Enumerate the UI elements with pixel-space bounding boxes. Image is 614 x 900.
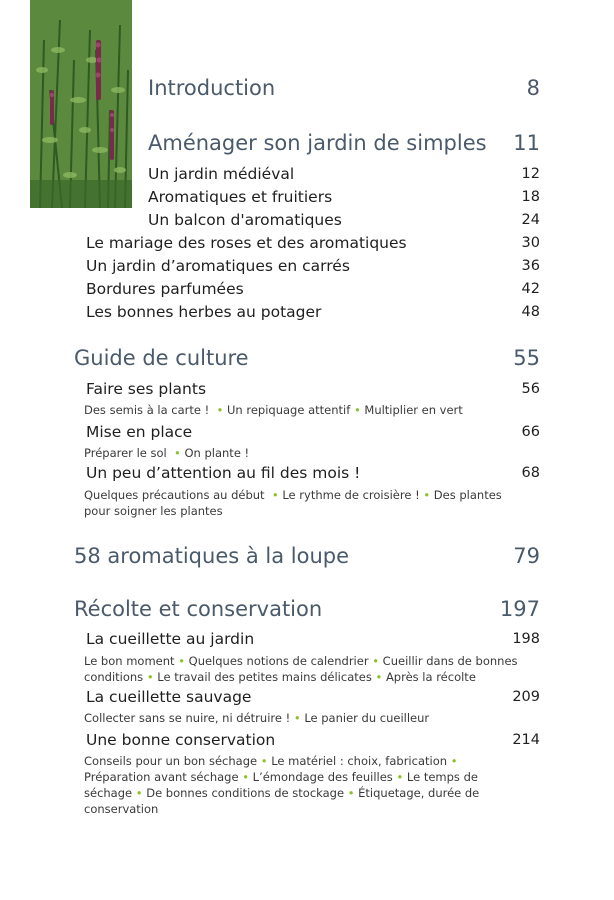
toc-entry[interactable]: Les bonnes herbes au potager [86, 303, 322, 321]
toc-entry[interactable]: Un balcon d'aromatiques [148, 211, 342, 229]
subentry: Le temps de séchage [84, 770, 478, 800]
toc-entry-page: 48 [521, 304, 540, 320]
bullet-icon: • [347, 786, 355, 800]
bullet-icon: • [423, 488, 431, 502]
toc-subentries [84, 487, 524, 519]
subentry: Des semis à la carte ! [84, 403, 210, 417]
bullet-icon: • [293, 711, 301, 725]
toc-entry[interactable]: La cueillette au jardin [86, 630, 255, 648]
toc-subentries [84, 753, 524, 817]
toc-entry[interactable]: Aromatiques et fruitiers [148, 188, 333, 206]
subentry: Préparer le sol [84, 446, 167, 460]
subentry: Quelques précautions au début [84, 488, 265, 502]
subentry: On plante ! [184, 446, 250, 460]
toc-entry-page: 42 [521, 281, 540, 297]
bullet-icon: • [450, 754, 458, 768]
bullet-icon: • [212, 403, 224, 417]
toc-subentries [84, 402, 524, 418]
bullet-icon: • [396, 770, 404, 784]
toc-entry-page: 214 [512, 732, 540, 748]
toc-recolte-page: 197 [499, 597, 540, 621]
toc-entry-page: 68 [521, 465, 540, 481]
toc-introduction-page: 8 [526, 76, 540, 100]
subentry: Le travail des petites mains délicates [157, 670, 372, 684]
toc-entry-page: 56 [521, 381, 540, 397]
toc-entry-page: 18 [521, 189, 540, 205]
toc-loupe-page: 79 [513, 544, 540, 568]
toc-entry[interactable]: Faire ses plants [86, 380, 207, 398]
subentry: Étiquetage, durée de conservation [84, 786, 480, 816]
toc-entry[interactable]: Le mariage des roses et des aromatiques [86, 234, 407, 252]
toc-entry[interactable]: Un jardin d’aromatiques en carrés [86, 257, 350, 275]
toc-entry[interactable]: Bordures parfumées [86, 280, 244, 298]
subentry: Collecter sans se nuire, ni détruire ! [84, 711, 291, 725]
toc-introduction-title[interactable]: Introduction [148, 76, 276, 100]
toc-guide-title[interactable]: Guide de culture [74, 346, 249, 370]
bullet-icon: • [146, 670, 154, 684]
toc-entry-page: 209 [512, 689, 540, 705]
bullet-icon: • [242, 770, 249, 784]
toc-loupe-title[interactable]: 58 aromatiques à la loupe [74, 544, 350, 568]
bullet-icon: • [170, 446, 181, 460]
subentry: Après la récolte [385, 670, 476, 684]
toc-guide-page: 55 [513, 346, 540, 370]
plant-photo [30, 0, 132, 208]
bullet-icon: • [353, 403, 361, 417]
toc-entry-page: 36 [521, 258, 540, 274]
subentry: De bonnes conditions de stockage [146, 786, 345, 800]
toc-subentries [84, 710, 524, 726]
toc-entry-page: 24 [521, 212, 540, 228]
toc-entry-page: 30 [521, 235, 540, 251]
subentry: Un repiquage attentif [227, 403, 351, 417]
toc-entry[interactable]: Une bonne conservation [86, 731, 276, 749]
subentry: Le bon moment [84, 654, 175, 668]
toc-amenager-title[interactable]: Aménager son jardin de simples [148, 131, 487, 155]
toc-subentries [84, 653, 524, 685]
subentry: Conseils pour un bon séchage [84, 754, 258, 768]
bullet-icon: • [135, 786, 143, 800]
bullet-icon: • [268, 488, 279, 502]
toc-entry[interactable]: Mise en place [86, 423, 193, 441]
bullet-icon: • [375, 670, 383, 684]
bullet-icon: • [178, 654, 185, 668]
subentry: Cueillir dans de bonnes conditions [84, 654, 518, 684]
subentry: Des plantes pour soigner les plantes [84, 488, 502, 518]
subentry: Le matériel : choix, fabrication [271, 754, 448, 768]
subentry: Multiplier en vert [364, 403, 463, 417]
subentry: Le panier du cueilleur [304, 711, 430, 725]
toc-entry[interactable]: La cueillette sauvage [86, 688, 252, 706]
subentry: Préparation avant séchage [84, 770, 239, 784]
toc-subentries [84, 445, 524, 461]
subentry: L’émondage des feuilles [252, 770, 393, 784]
toc-entry[interactable]: Un jardin médiéval [148, 165, 295, 183]
toc-amenager-page: 11 [513, 131, 540, 155]
toc-entry-page: 12 [521, 166, 540, 182]
subentry: Le rythme de croisière ! [282, 488, 420, 502]
bullet-icon: • [372, 654, 380, 668]
toc-entry-page: 198 [512, 631, 540, 647]
toc-entry-page: 66 [521, 424, 540, 440]
toc-entry[interactable]: Un peu d’attention au fil des mois ! [86, 464, 361, 482]
toc-recolte-title[interactable]: Récolte et conservation [74, 597, 323, 621]
bullet-icon: • [260, 754, 268, 768]
subentry: Quelques notions de calendrier [188, 654, 369, 668]
